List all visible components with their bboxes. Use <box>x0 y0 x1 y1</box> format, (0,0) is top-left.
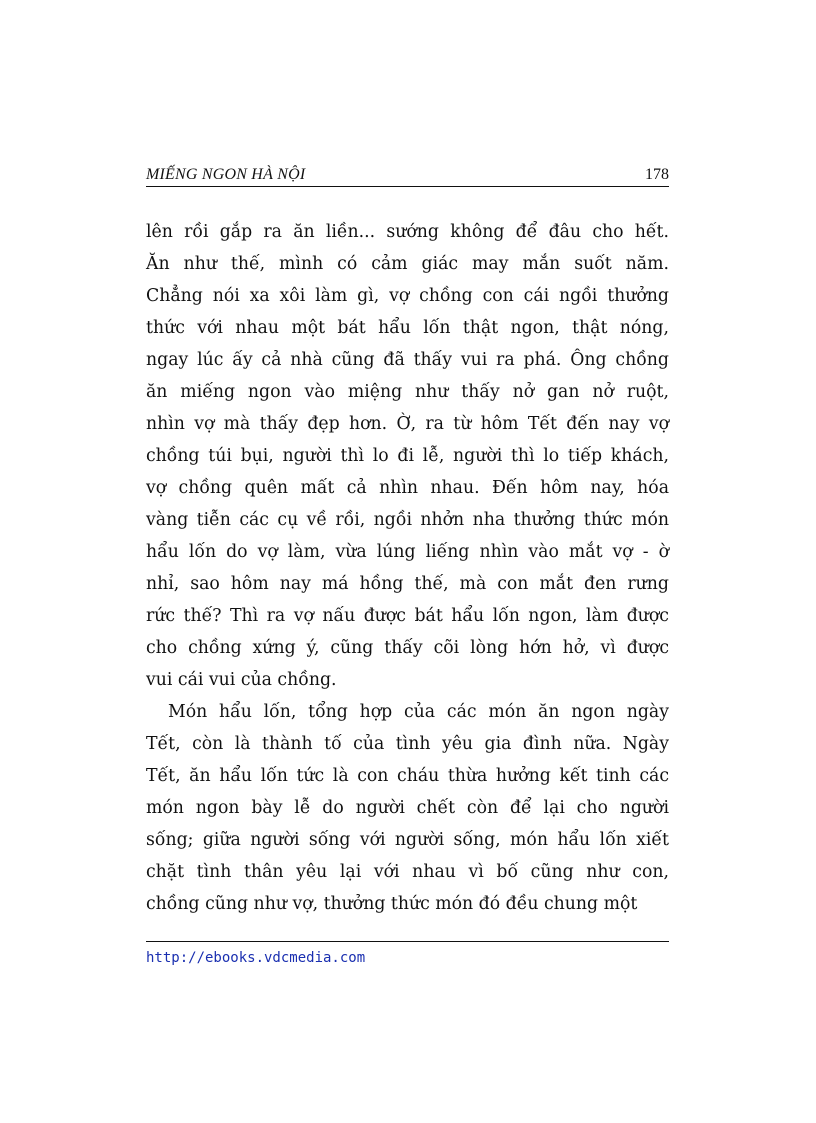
text-line: Tết, ăn hẩu lốn tức là con cháu thừa hưởng kết tinh các <box>146 766 669 786</box>
text-line: hẩu lốn do vợ làm, vừa lúng liếng nhìn vào mắt vợ - ờ <box>146 542 669 562</box>
page-number: 178 <box>645 166 669 183</box>
paragraph <box>146 216 669 696</box>
text-line: rức thế? Thì ra vợ nấu được bát hẩu lốn ngon, làm được <box>146 606 669 626</box>
text-line: vàng tiễn các cụ về rồi, ngồi nhởn nha thưởng thức món <box>146 510 669 530</box>
text-line: món ngon bày lễ do người chết còn để lại cho người <box>146 798 669 818</box>
text-line: vui cái vui của chồng. <box>146 670 337 690</box>
text-line: lên rồi gắp ra ăn liền... sướng không để đâu cho hết. <box>146 222 669 242</box>
text-line: Ăn như thế, mình có cảm giác may mắn suốt năm. <box>146 254 669 274</box>
text-line: chồng túi bụi, người thì lo đi lễ, người thì lo tiếp khách, <box>146 446 669 466</box>
text-line: cho chồng xứng ý, cũng thấy cõi lòng hớn hở, vì được <box>146 638 669 658</box>
text-line: vợ chồng quên mất cả nhìn nhau. Đến hôm nay, hóa <box>146 478 669 498</box>
text-line: chồng cũng như vợ, thưởng thức món đó đều chung một <box>146 894 638 914</box>
text-line: Tết, còn là thành tố của tình yêu gia đình nữa. Ngày <box>146 734 669 754</box>
text-line: sống; giữa người sống với người sống, món hẩu lốn xiết <box>146 830 669 850</box>
text-line: Chẳng nói xa xôi làm gì, vợ chồng con cái ngồi thưởng <box>146 286 669 306</box>
text-line: ngay lúc ấy cả nhà cũng đã thấy vui ra phá. Ông chồng <box>146 350 669 370</box>
website-link[interactable]: http://ebooks.vdcmedia.com <box>146 950 366 966</box>
text-line: chặt tình thân yêu lại với nhau vì bố cũng như con, <box>146 862 669 882</box>
text-line: nhìn vợ mà thấy đẹp hơn. Ờ, ra từ hôm Tết đến nay vợ <box>146 414 669 434</box>
body-text <box>146 216 669 920</box>
text-line: thức với nhau một bát hẩu lốn thật ngon, thật nóng, <box>146 318 669 338</box>
paragraph <box>146 696 669 920</box>
book-title: MIẾNG NGON HÀ NỘI <box>146 166 306 183</box>
running-header <box>146 162 669 187</box>
text-line: nhỉ, sao hôm nay má hồng thế, mà con mắt đen rưng <box>146 574 669 594</box>
text-line: Món hẩu lốn, tổng hợp của các món ăn ngon ngày <box>168 702 669 722</box>
footer <box>146 941 669 966</box>
text-line: ăn miếng ngon vào miệng như thấy nở gan nở ruột, <box>146 382 669 402</box>
